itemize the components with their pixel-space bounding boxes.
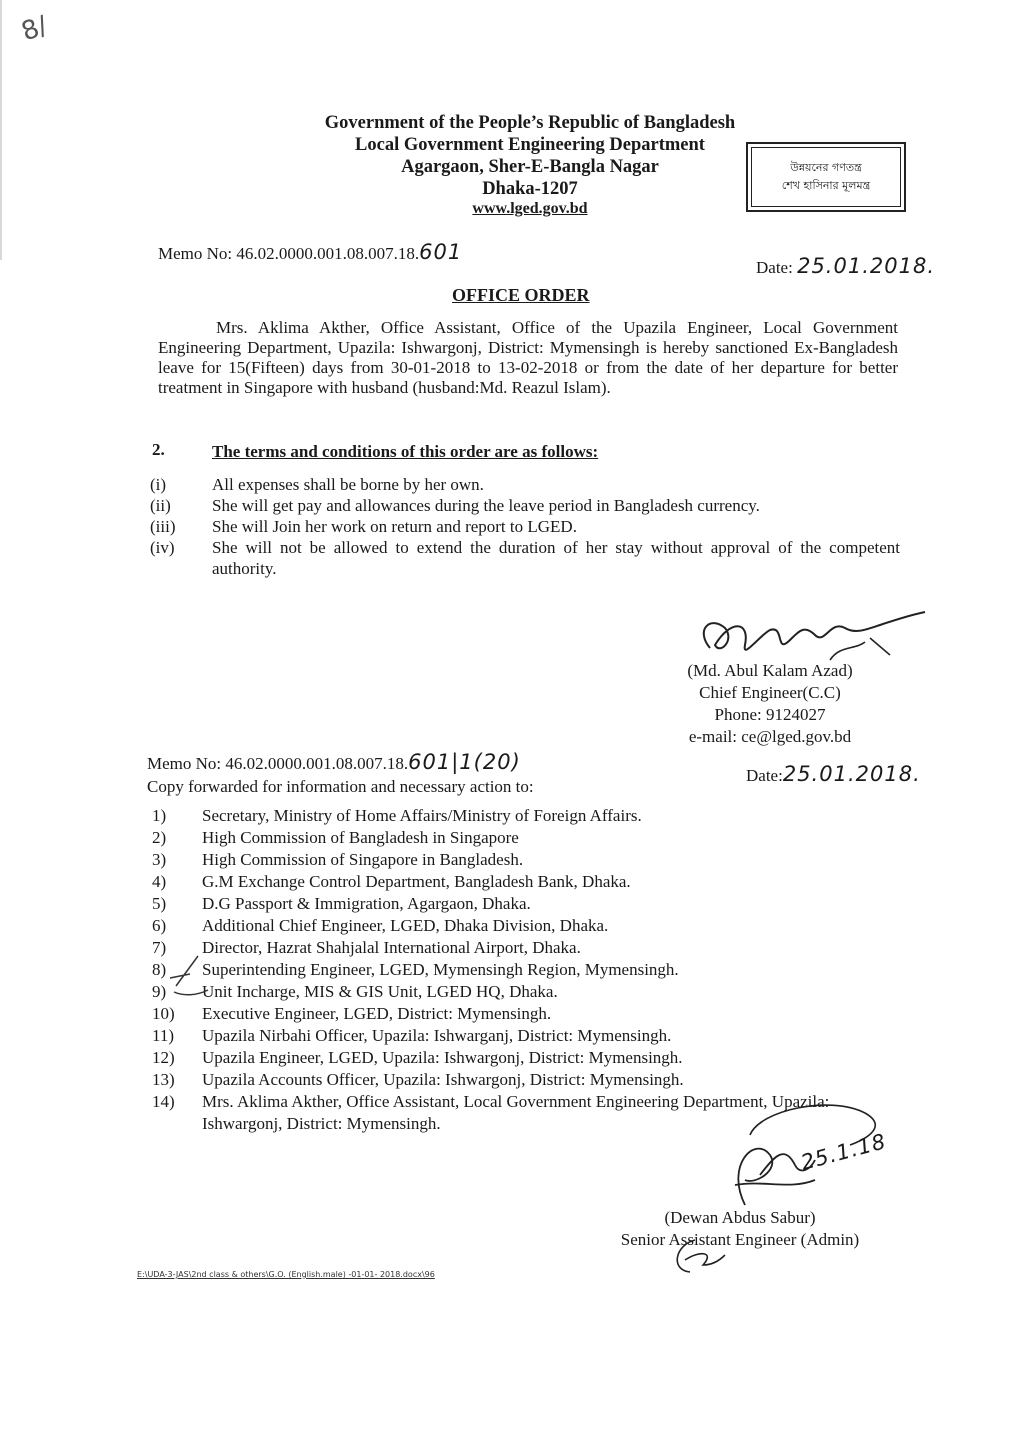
- memo-date-label-1: Date:: [756, 258, 793, 277]
- term-item: [150, 537, 900, 579]
- recipient-text: Additional Chief Engineer, LGED, Dhaka Division, Dhaka.: [202, 916, 609, 935]
- list-item: [152, 937, 897, 959]
- recipient-number: 3): [152, 850, 167, 869]
- memo-label-1: Memo No: 46.02.0000.001.08.007.18.: [158, 244, 420, 263]
- header-address-line: Agargaon, Sher-E-Bangla Nagar: [401, 157, 659, 177]
- office-order-title: OFFICE ORDER: [452, 285, 590, 305]
- recipient-text: Upazila Accounts Officer, Upazila: Ishwargonj, District: Mymensingh.: [202, 1070, 684, 1089]
- chief-engineer-block: [660, 660, 880, 748]
- list-item: [152, 981, 897, 1003]
- copy-forwarded-intro: Copy forwarded for information and necessary action to:: [147, 777, 534, 796]
- list-item: [152, 959, 897, 981]
- slogan-box: [746, 142, 906, 212]
- list-item: [152, 1047, 897, 1069]
- senior-engineer-block: [600, 1207, 880, 1251]
- recipient-number: 5): [152, 894, 167, 913]
- memo-handwritten-number-2: 601|1(20): [408, 750, 521, 774]
- list-item: [152, 1003, 897, 1025]
- slogan-line-2: শেখ হাসিনার মূলমন্ত্র: [781, 179, 871, 192]
- list-item: [152, 871, 897, 893]
- signer1-email: e-mail: ce@lged.gov.bd: [688, 727, 852, 746]
- recipient-number: 4): [152, 872, 167, 891]
- recipient-number: 1): [152, 806, 167, 825]
- recipient-text: Upazila Nirbahi Officer, Upazila: Ishwarganj, District: Mymensingh.: [202, 1026, 672, 1045]
- recipient-text: Director, Hazrat Shahjalal International Airport, Dhaka.: [202, 938, 581, 957]
- terms-section-number: 2.: [152, 440, 165, 459]
- recipient-number: 9): [152, 982, 167, 1001]
- recipient-number: 13): [152, 1070, 175, 1089]
- header-dept-line: Local Government Engineering Department: [355, 135, 705, 155]
- term-item: [150, 495, 900, 516]
- recipient-text: Upazila Engineer, LGED, Upazila: Ishwargonj, District: Mymensingh.: [202, 1048, 683, 1067]
- recipient-text: High Commission of Bangladesh in Singapore: [202, 828, 519, 847]
- memo-date-2: [746, 762, 921, 786]
- memo-number-2: [147, 750, 521, 774]
- terms-list: [150, 474, 900, 579]
- memo-handwritten-number-1: 601: [419, 240, 463, 264]
- recipient-number: 14): [152, 1092, 175, 1111]
- term-numeral: (iii): [150, 517, 176, 536]
- slogan-line-1: উন্নয়নের গণতন্ত্র: [790, 161, 862, 174]
- list-item: [152, 827, 897, 849]
- memo-date-1: [756, 254, 935, 278]
- recipient-number: 10): [152, 1004, 175, 1023]
- list-item: [152, 893, 897, 915]
- term-numeral: (iv): [150, 538, 175, 557]
- term-text: She will get pay and allowances during the leave period in Bangladesh currency.: [212, 496, 760, 515]
- slogan-inner: [751, 147, 901, 207]
- letterhead: [300, 112, 760, 218]
- recipient-text: Superintending Engineer, LGED, Mymensingh Region, Mymensingh.: [202, 960, 679, 979]
- list-item: [152, 849, 897, 871]
- recipient-number: 12): [152, 1048, 175, 1067]
- signer1-phone: Phone: 9124027: [714, 705, 826, 724]
- header-govt-line: Government of the People’s Republic of Bangladesh: [324, 113, 736, 133]
- terms-heading: The terms and conditions of this order are as follows:: [212, 442, 599, 461]
- memo-handwritten-date-1: 25.01.2018.: [797, 254, 935, 278]
- term-text: She will not be allowed to extend the duration of her stay without approval of the competent authority.: [212, 538, 900, 578]
- signer2-name: (Dewan Abdus Sabur): [664, 1208, 816, 1227]
- signer1-name: (Md. Abul Kalam Azad): [687, 661, 853, 680]
- order-body-paragraph: Mrs. Aklima Akther, Office Assistant, Office of the Upazila Engineer, Local Government Engineering Department, Upazila: Ishwargonj, District: Mymensingh is hereby sanctioned Ex-Bangladesh leave for 15(Fifteen) days from 30-01-2018 to 13-02-2018 or from the date of her departure for better treatment in Singapore with husband (husband:Md. Reazul Islam).: [158, 318, 898, 397]
- header-website: www.lged.gov.bd: [472, 200, 588, 217]
- memo-number-1: [158, 240, 462, 264]
- memo-date-label-2: Date:: [746, 766, 783, 785]
- recipient-number: 6): [152, 916, 167, 935]
- term-numeral: (i): [150, 475, 167, 494]
- signer2-title: Senior Assistant Engineer (Admin): [620, 1230, 860, 1249]
- list-item: [152, 1025, 897, 1047]
- footer-file-path: E:\UDA-3-JAS\2nd class & others\G.O. (English.male) -01-01- 2018.docx\96: [137, 1270, 435, 1279]
- term-numeral: (ii): [150, 496, 171, 515]
- recipient-text: Secretary, Ministry of Home Affairs/Ministry of Foreign Affairs.: [202, 806, 642, 825]
- recipient-number: 8): [152, 960, 167, 979]
- recipient-number: 11): [152, 1026, 175, 1045]
- recipient-text: High Commission of Singapore in Bangladesh.: [202, 850, 524, 869]
- handwritten-corner-note: 8/: [17, 10, 52, 48]
- recipient-number: 2): [152, 828, 167, 847]
- term-item: [150, 516, 900, 537]
- recipient-text: D.G Passport & Immigration, Agargaon, Dhaka.: [202, 894, 531, 913]
- list-item: [152, 805, 897, 827]
- recipient-text: Unit Incharge, MIS & GIS Unit, LGED HQ, Dhaka.: [202, 982, 558, 1001]
- memo-handwritten-date-2: 25.01.2018.: [782, 762, 921, 786]
- signer1-title: Chief Engineer(C.C): [699, 683, 841, 702]
- handwritten-tick-mark: [168, 952, 228, 1002]
- list-item: [152, 915, 897, 937]
- term-item: [150, 474, 900, 495]
- signature-handwritten-date: 25.1.18: [798, 1129, 889, 1175]
- recipient-number: 7): [152, 938, 167, 957]
- term-text: All expenses shall be borne by her own.: [212, 475, 484, 494]
- recipient-text: Mrs. Aklima Akther, Office Assistant, Local Government Engineering Department, Upazila: Ishwargonj, District: Mymensingh.: [202, 1092, 830, 1133]
- recipient-text: G.M Exchange Control Department, Bangladesh Bank, Dhaka.: [202, 872, 631, 891]
- term-text: She will Join her work on return and report to LGED.: [212, 517, 577, 536]
- recipient-text: Executive Engineer, LGED, District: Mymensingh.: [202, 1004, 552, 1023]
- header-city-line: Dhaka-1207: [482, 179, 578, 199]
- memo-label-2: Memo No: 46.02.0000.001.08.007.18.: [147, 754, 409, 773]
